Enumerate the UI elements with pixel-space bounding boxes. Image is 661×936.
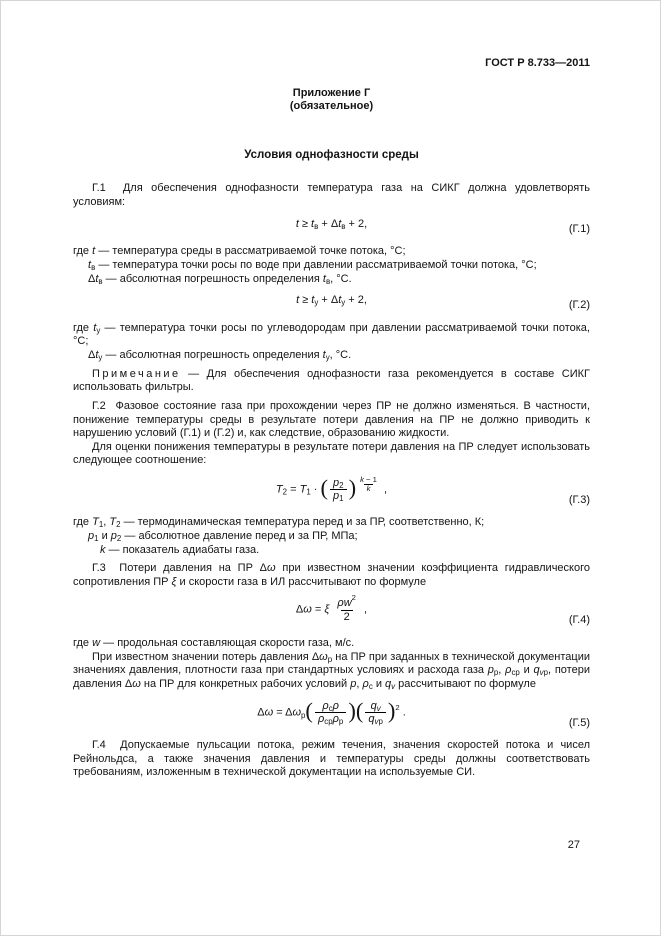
- paragraph-g3: Г.3 Потери давления на ПР Δω при известном значении коэффициента гидравлического сопротивления ПР ξ и скорости газа в ИЛ рассчитывают по формуле: [73, 562, 590, 588]
- formula-g4-expression: Δω = ξ $\frac{\rho w^2}{2}$ ,: [295, 593, 368, 623]
- definition-delta-ty: $\Delta t_у$ — абсолютная погрешность определения $t_у$, °С.: [88, 349, 352, 363]
- formula-g3: [73, 476, 590, 504]
- formula-g2-expression: $t \ge t_у + \Delta t_у + 2$,: [296, 294, 367, 308]
- doc-number: ГОСТ Р 8.733—2011: [485, 57, 590, 69]
- page-number: 27: [567, 839, 580, 851]
- formula-g4: [73, 593, 590, 627]
- formula-g4-number: (Г.4): [568, 614, 590, 627]
- formula-g1-expression: $t \ge t_в + \Delta t_в + 2$,: [295, 217, 368, 231]
- definition-t: где t — температура среды в рассматриваемой точке потока, °С;: [73, 245, 406, 258]
- formula-g3-expression: $T_2 = T_1$ · ( $\frac{p_2}{p_1}$ ) $^{\frac{k - 1}{k}}$ ,: [275, 475, 388, 504]
- paragraph-g4: Г.4 Допускаемые пульсации потока, режим течения, значения скоростей потока и чисел Рейнольдса, а также значения давления и температуры среды должны соответствовать требованиям, изложенным в технической документации на используемые СИ.: [73, 739, 590, 779]
- definition-p1-p2: $p_1$ и $p_2$ — абсолютное давление перед и за ПР, МПа;: [88, 529, 358, 544]
- paragraph-g2-ratio-intro: Для оценки понижения температуры в результате потери давления на ПР следует использовать следующее соотношение:: [73, 440, 590, 467]
- document-body: [73, 182, 590, 780]
- formula-g2-number: (Г.2): [568, 299, 590, 312]
- document-header: [73, 57, 590, 71]
- appendix-heading: [73, 87, 590, 115]
- formula-g5-number: (Г.5): [568, 716, 590, 729]
- formula-g1-number: (Г.1): [568, 222, 590, 235]
- formula-g2: [73, 294, 590, 310]
- formula-g3-number: (Г.3): [568, 493, 590, 506]
- definition-k: k — показатель адиабаты газа.: [100, 543, 260, 556]
- definition-T1-T2: где $T_1$, $T_2$ — термодинамическая температура перед и за ПР, соответственно, К;: [73, 516, 485, 530]
- appendix-label: Приложение Г: [292, 86, 371, 99]
- formula-g5: [73, 700, 590, 728]
- paragraph-g3-known-losses: При известном значении потерь давления $\Delta\omega_р$ на ПР при заданных в технической документации значениях давления, плотности газа при стандартных условиях и расхода газа $p_р$, $\rho_{ср}$ и $q_{vр}$, потери давления Δω на ПР для конкретных рабочих условий p, $\rho_с$ и $q_v$ рассчитывают по формуле: [73, 650, 590, 692]
- definition-w: где w — продольная составляющая скорости газа, м/с.: [73, 637, 355, 650]
- definition-delta-tv: $\Delta t_в$ — абсолютная погрешность определения $t_в$, °С.: [88, 272, 352, 286]
- section-title: Условия однофазности среды: [244, 149, 419, 162]
- paragraph-g2: Г.2 Фазовое состояние газа при прохождении через ПР не должно изменяться. В частности, понижение температуры среды в результате потери давления на ПР не должно приводить к нарушению условий (Г.1) и (Г.2) и, как следствие, образованию жидкости.: [73, 399, 590, 440]
- note-paragraph: Примечание — Для обеспечения однофазности газа рекомендуется в составе СИКГ использовать фильтры.: [73, 367, 590, 394]
- definition-ty: где $t_у$ — температура точки росы по углеводородам при давлении рассматриваемой точки потока, °С;: [73, 321, 590, 348]
- paragraph-g1-intro: Г.1 Для обеспечения однофазности температура газа на СИКГ должна удовлетворять условиям:: [73, 182, 590, 208]
- appendix-type: (обязательное): [289, 100, 374, 113]
- definition-tv: $t_в$ — температура точки росы по воде при давлении рассматриваемой точки потока, °С;: [88, 258, 537, 273]
- formula-g5-expression: $\Delta\omega = \Delta\omega_р$( $\frac{\rho_с\rho}{\rho_{ср}\rho_р}$ )( $\frac{q_v}{q_{vр}}$ )$^2$ .: [257, 698, 406, 727]
- formula-g1: [73, 218, 590, 234]
